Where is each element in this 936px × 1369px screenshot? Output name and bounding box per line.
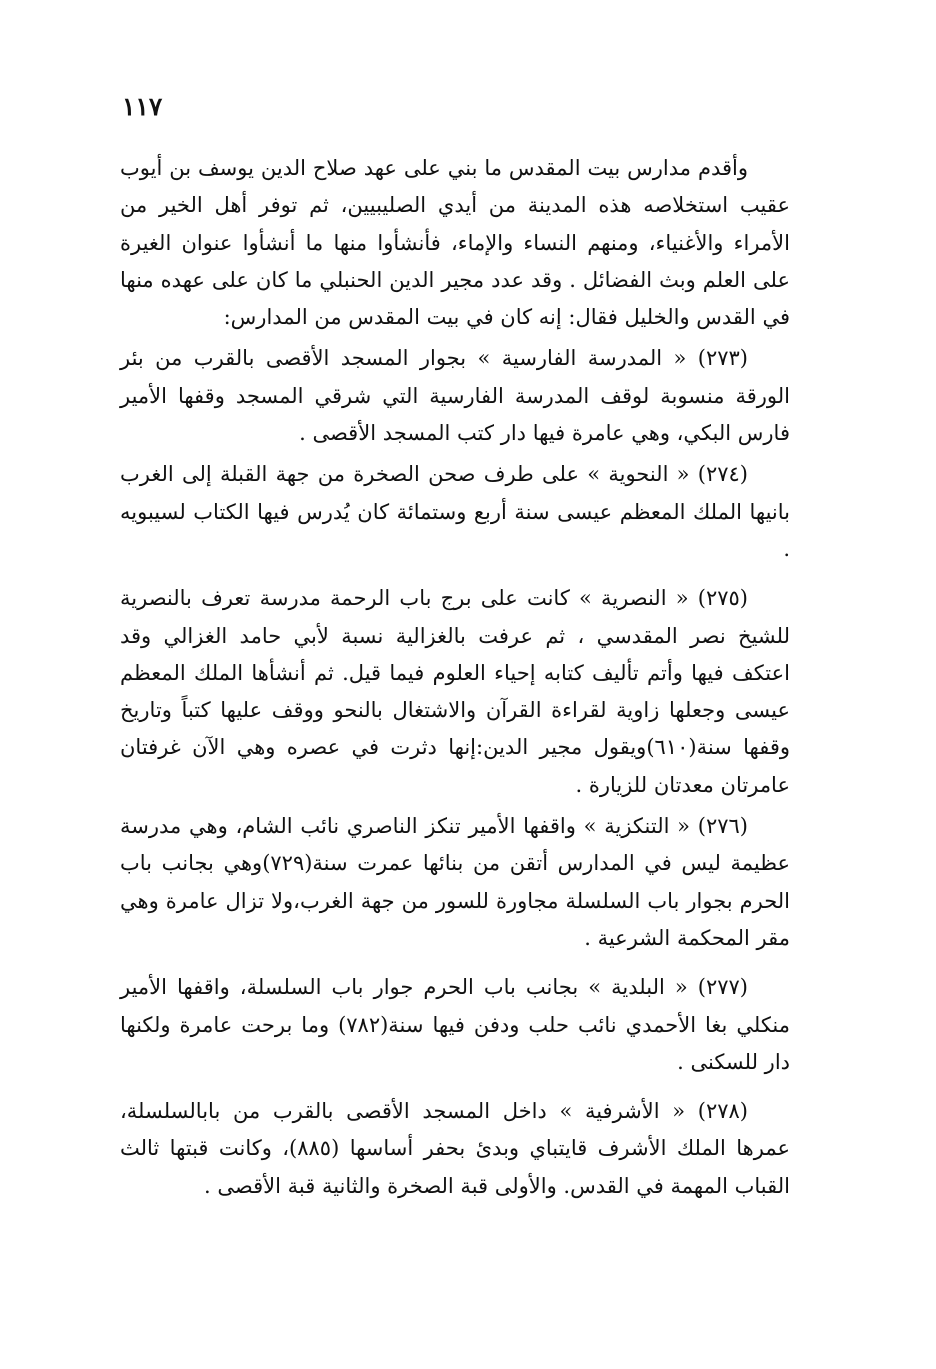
entry-277-paragraph: (٢٧٧) « البلدية » بجانب باب الحرم جوار باب السلسلة، واقفها الأمير منكلي بغا الأحمدي نائب حلب ودفن فيها سنة(٧٨٢) وما برحت عامرة ولكنها دار للسكنى . [120, 975, 790, 1074]
entry-275-paragraph: (٢٧٥) « النصرية » كانت على برج باب الرحمة مدرسة تعرف بالنصرية للشيخ نصر المقدسي ، ثم عرفت بالغزالية نسبة لأبي حامد الغزالي وقد اعتكف فيها وأتم تأليف كتابه إحياء العلوم فيما قيل. ثم أنشأها الملك المعظم عيسى وجعلها زاوية لقراءة القرآن والاشتغال بالنحو ووقف عليها كتباً وتاريخ وقفها سنة(٦١٠)ويقول مجير الدين:إنها دثرت في عصره وهي الآن غرفتان عامرتان معدتان للزيارة . [120, 586, 790, 797]
page-number: ١١٧ [122, 92, 163, 121]
entry-276-paragraph: (٢٧٦) « التنكزية » واقفها الأمير تنكز الناصري نائب الشام، وهي مدرسة عظيمة ليس في المدارس أتقن من بنائها عمرت سنة(٧٢٩)وهي بجانب باب الحرم بجوار باب السلسلة مجاورة للسور من جهة الغرب،ولا تزال عامرة وهي مقر المحكمة الشرعية . [120, 814, 790, 950]
intro-paragraph: وأقدم مدارس بيت المقدس ما بني على عهد صلاح الدين يوسف بن أيوب عقيب استخلاصه هذه المدينة من أيدي الصليبيين، ثم توفر أهل الخير من الأمراء والأغنياء، ومنهم النساء والإماء، فأنشأوا منها ما أنشأوا عنوان الغيرة على العلم وبث الفضائل . وقد عدد مجير الدين الحنبلي ما كان على عهده منها في القدس والخليل فقال: إنه كان في بيت المقدس من المدارس: [120, 156, 790, 330]
body-text [120, 150, 790, 1205]
entry-278-paragraph: (٢٧٨) « الأشرفية » داخل المسجد الأقصى بالقرب من بابالسلسلة، عمرها الملك الأشرف قايتباي وبدئ بحفر أساسها (٨٨٥)، وكانت قبتها ثالث القباب المهمة في القدس. والأولى قبة الصخرة والثانية قبة الأقصى . [120, 1099, 790, 1198]
entry-273-paragraph: (٢٧٣) « المدرسة الفارسية » بجوار المسجد الأقصى بالقرب من بئر الورقة منسوبة لوقف المدرسة الفارسية التي شرقي المسجد وقفها الأمير فارس البكي، وهي عامرة فيها دار كتب المسجد الأقصى . [120, 346, 790, 446]
entry-274-paragraph: (٢٧٤) « النحوية » على طرف صحن الصخرة من جهة القبلة إلى الغرب بانيها الملك المعظم عيسى سنة أربع وستمائة كان يُدرس فيها الكتاب لسيبويه . [120, 462, 790, 561]
